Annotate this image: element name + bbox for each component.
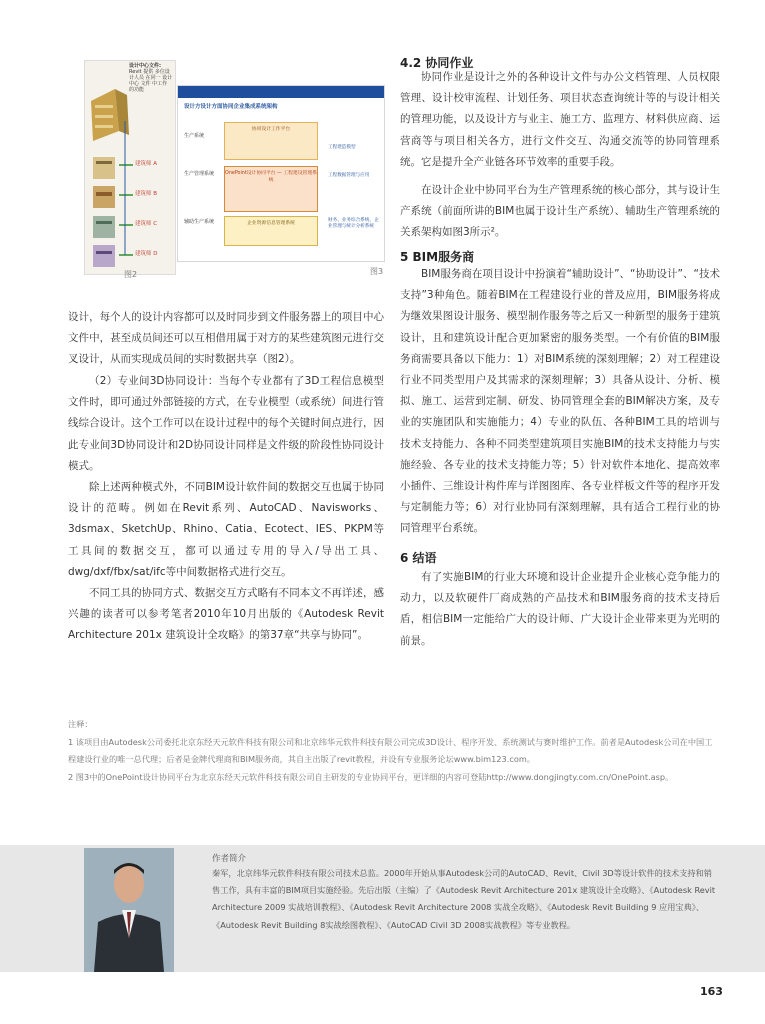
label-architect-c: 建筑师 C — [135, 221, 158, 227]
heading-6: 6 结语 — [400, 551, 437, 565]
enterprise-resource-box: 企业资源信息管理系统 — [224, 216, 318, 246]
page-number: 163 — [700, 985, 723, 998]
building-view-d — [93, 245, 115, 267]
heading-4-2: 4.2 协同作业 — [400, 56, 474, 70]
right-paragraph-6-1: 有了实施BIM的行业大环境和设计企业提升企业核心竞争能力的动力，以及软硬件厂商成熟的产品技术和BIM服务商的技术支持后盾，相信BIM一定能给广大的设计师、广大设计企业带来更为光明的前景。 — [400, 571, 720, 647]
onepoint-platform-box: OnePoint设计协同平台 — 工程建设管理系统 — [224, 166, 318, 212]
right-paragraph-4-2-2: 在设计企业中协同平台为生产管理系统的核心部分，其与设计生产系统（前面所讲的BIM也属于设计生产系统）、辅助生产管理系统的关系架构如图3所示²。 — [400, 184, 720, 239]
figure-2 — [84, 60, 176, 275]
author-photo — [84, 848, 174, 972]
building-view-a — [93, 157, 115, 179]
footnotes-label: 注释： — [68, 719, 93, 729]
label-finance-systems: 财务、业务综合系统、企业管理与统计分析系统 — [328, 218, 379, 229]
figure-2-header: 设计中心文件: Revit 提供 多位设计人员 在同一 设计中心 文件 中工作 的功能 — [129, 63, 173, 93]
building-model-image — [91, 89, 129, 141]
left-paragraph-4: 不同工具的协同方式、数据交互方式略有不同本文不再详述，感兴趣的读者可以参考笔者2010年10月出版的《Autodesk Revit Architecture 201x 建筑设计全攻略》的第37章“共享与协同”。 — [68, 587, 384, 642]
label-production-system: 生产系统 — [184, 133, 205, 139]
left-paragraph-3: 除上述两种模式外，不同BIM设计软件间的数据交互也属于协同设计的范畴。例如在Revit系列、AutoCAD、Navisworks、3dsmax、SketchUp、Rhino、Catia、Ecotect、IES、PKPM等工具间的数据交互，都可以通过专用的导入/导出工具、dwg/dxf/fbx/sat/ifc等中间数据格式进行交互。 — [68, 481, 384, 578]
left-paragraph-2: （2）专业间3D协同设计：当每个专业都有了3D工程信息模型文件时，即可通过外部链接的方式，在专业模型（或系统）间进行管线综合设计。这个工作可以在设计过程中的每个关键时间点进行，因此专业间3D协同设计和2D协同设计同样是文件级的阶段性协同设计模式。 — [68, 375, 384, 472]
right-paragraph-5-1: BIM服务商在项目设计中扮演着“辅助设计”、“协助设计”、“技术支持”3种角色。随着BIM在工程建设行业的普及应用，BIM服务将成为继效果图设计服务、模型制作服务等之后又一种新型的服务于建筑设计，且和建筑设计配合更加紧密的服务类型。一个有价值的BIM服务商需要具备以下能力：1）对BIM系统的深刻理解；2）对工程建设行业不同类型用户及其需求的深刻理解；3）具备从设计、分析、模拟、施工、运营到定制、研发、协同管理全套的BIM解决方案，及专业的实施团队和实施能力；4）专业的队伍、各种BIM工具的培训与技术支持能力、各种不同类型建筑项目实施BIM的技术支持能力与实施经验、各专业的技术支持能力等；5）针对软件本地化、提高效率小插件、三维设计构件库与详图图库、各专业样板文件等的程序开发与定制能力等；6）对行业协同有深刻理解，具有适合工程行业的协同管理平台系统。 — [400, 268, 720, 535]
footnote-2: 2 图3中的OnePoint设计协同平台为北京东经天元软件科技有限公司自主研发的专业协同平台，更详细的内容可登陆http://www.dongjingty.com.cn/OnePoint.asp。 — [68, 771, 674, 782]
heading-5: 5 BIM服务商 — [400, 250, 475, 264]
figure-3 — [177, 85, 385, 262]
left-paragraph-1: 设计，每个人的设计内容都可以及时同步到文件服务器上的项目中心文件中，甚至成员间还可以互相借用属于对方的某些建筑图元进行交叉设计，从而实现成员间的实时数据共享（图2）。 — [68, 311, 384, 366]
author-bio-text: 秦军，北京纬华元软件科技有限公司技术总监。2000年开始从事Autodesk公司的AutoCAD、Revit、Civil 3D等设计软件的技术支持和销售工作，具有丰富的BIM项目实施经验。先后出版（主编）了《Autodesk Revit Architecture 201x 建筑设计全攻略》、《Autodesk Revit Architecture 2009 实战培训教程》、《Autodesk Revit Architecture 2008 实战全攻略》、《Autodesk Revit Building 9 应用宝典》、《Autodesk Revit Building 8实战绘图教程》、《AutoCAD Civil 3D 2008实战教程》等专业教程。 — [212, 868, 716, 930]
figure-2-caption: 图2 — [124, 270, 138, 279]
label-architect-d: 建筑师 D — [135, 251, 158, 257]
collaborative-design-platform-box: 协同设计工作平台 — [224, 122, 318, 160]
label-engineering-model: 工程建造模型 — [328, 145, 356, 150]
building-view-b — [93, 186, 115, 208]
figure-3-banner — [178, 86, 384, 98]
figure-3-title: 设计方设计方面协同企业集成系统架构 — [184, 104, 278, 110]
footnotes — [68, 716, 718, 786]
label-data-management: 工程数据管理与应用 — [328, 173, 370, 178]
author-bio-title: 作者简介 — [212, 854, 247, 864]
footnote-1: 1 该项目由Autodesk公司委托北京东经天元软件科技有限公司和北京纬华元软件科技有限公司完成3D设计、程序开发、系统测试与赛时维护工作。前者是Autodesk公司在中国工程建设行业的唯一总代理；后者是金牌代理商和BIM服务商，其自主出版了revit教程，并设有专业服务论坛www.bim123.com。 — [68, 736, 713, 764]
label-architect-a: 建筑师 A — [135, 161, 158, 167]
label-production-management: 生产管理系统 — [184, 171, 215, 177]
right-paragraph-4-2-1: 协同作业是设计之外的各种设计文件与办公文档管理、人员权限管理、设计校审流程、计划任务、项目状态查询统计等的与设计相关的管理功能，以及设计方与业主、施工方、监理方、材料供应商、运营商等与项目相关各方，进行文件交互、沟通交流等的协同管理系统。它是提升全产业链各环节效率的重要手段。 — [400, 71, 720, 168]
label-architect-b: 建筑师 B — [135, 191, 158, 197]
building-view-c — [93, 216, 115, 238]
figure-3-caption: 图3 — [370, 267, 384, 276]
label-auxiliary-system: 辅助生产系统 — [184, 219, 215, 225]
